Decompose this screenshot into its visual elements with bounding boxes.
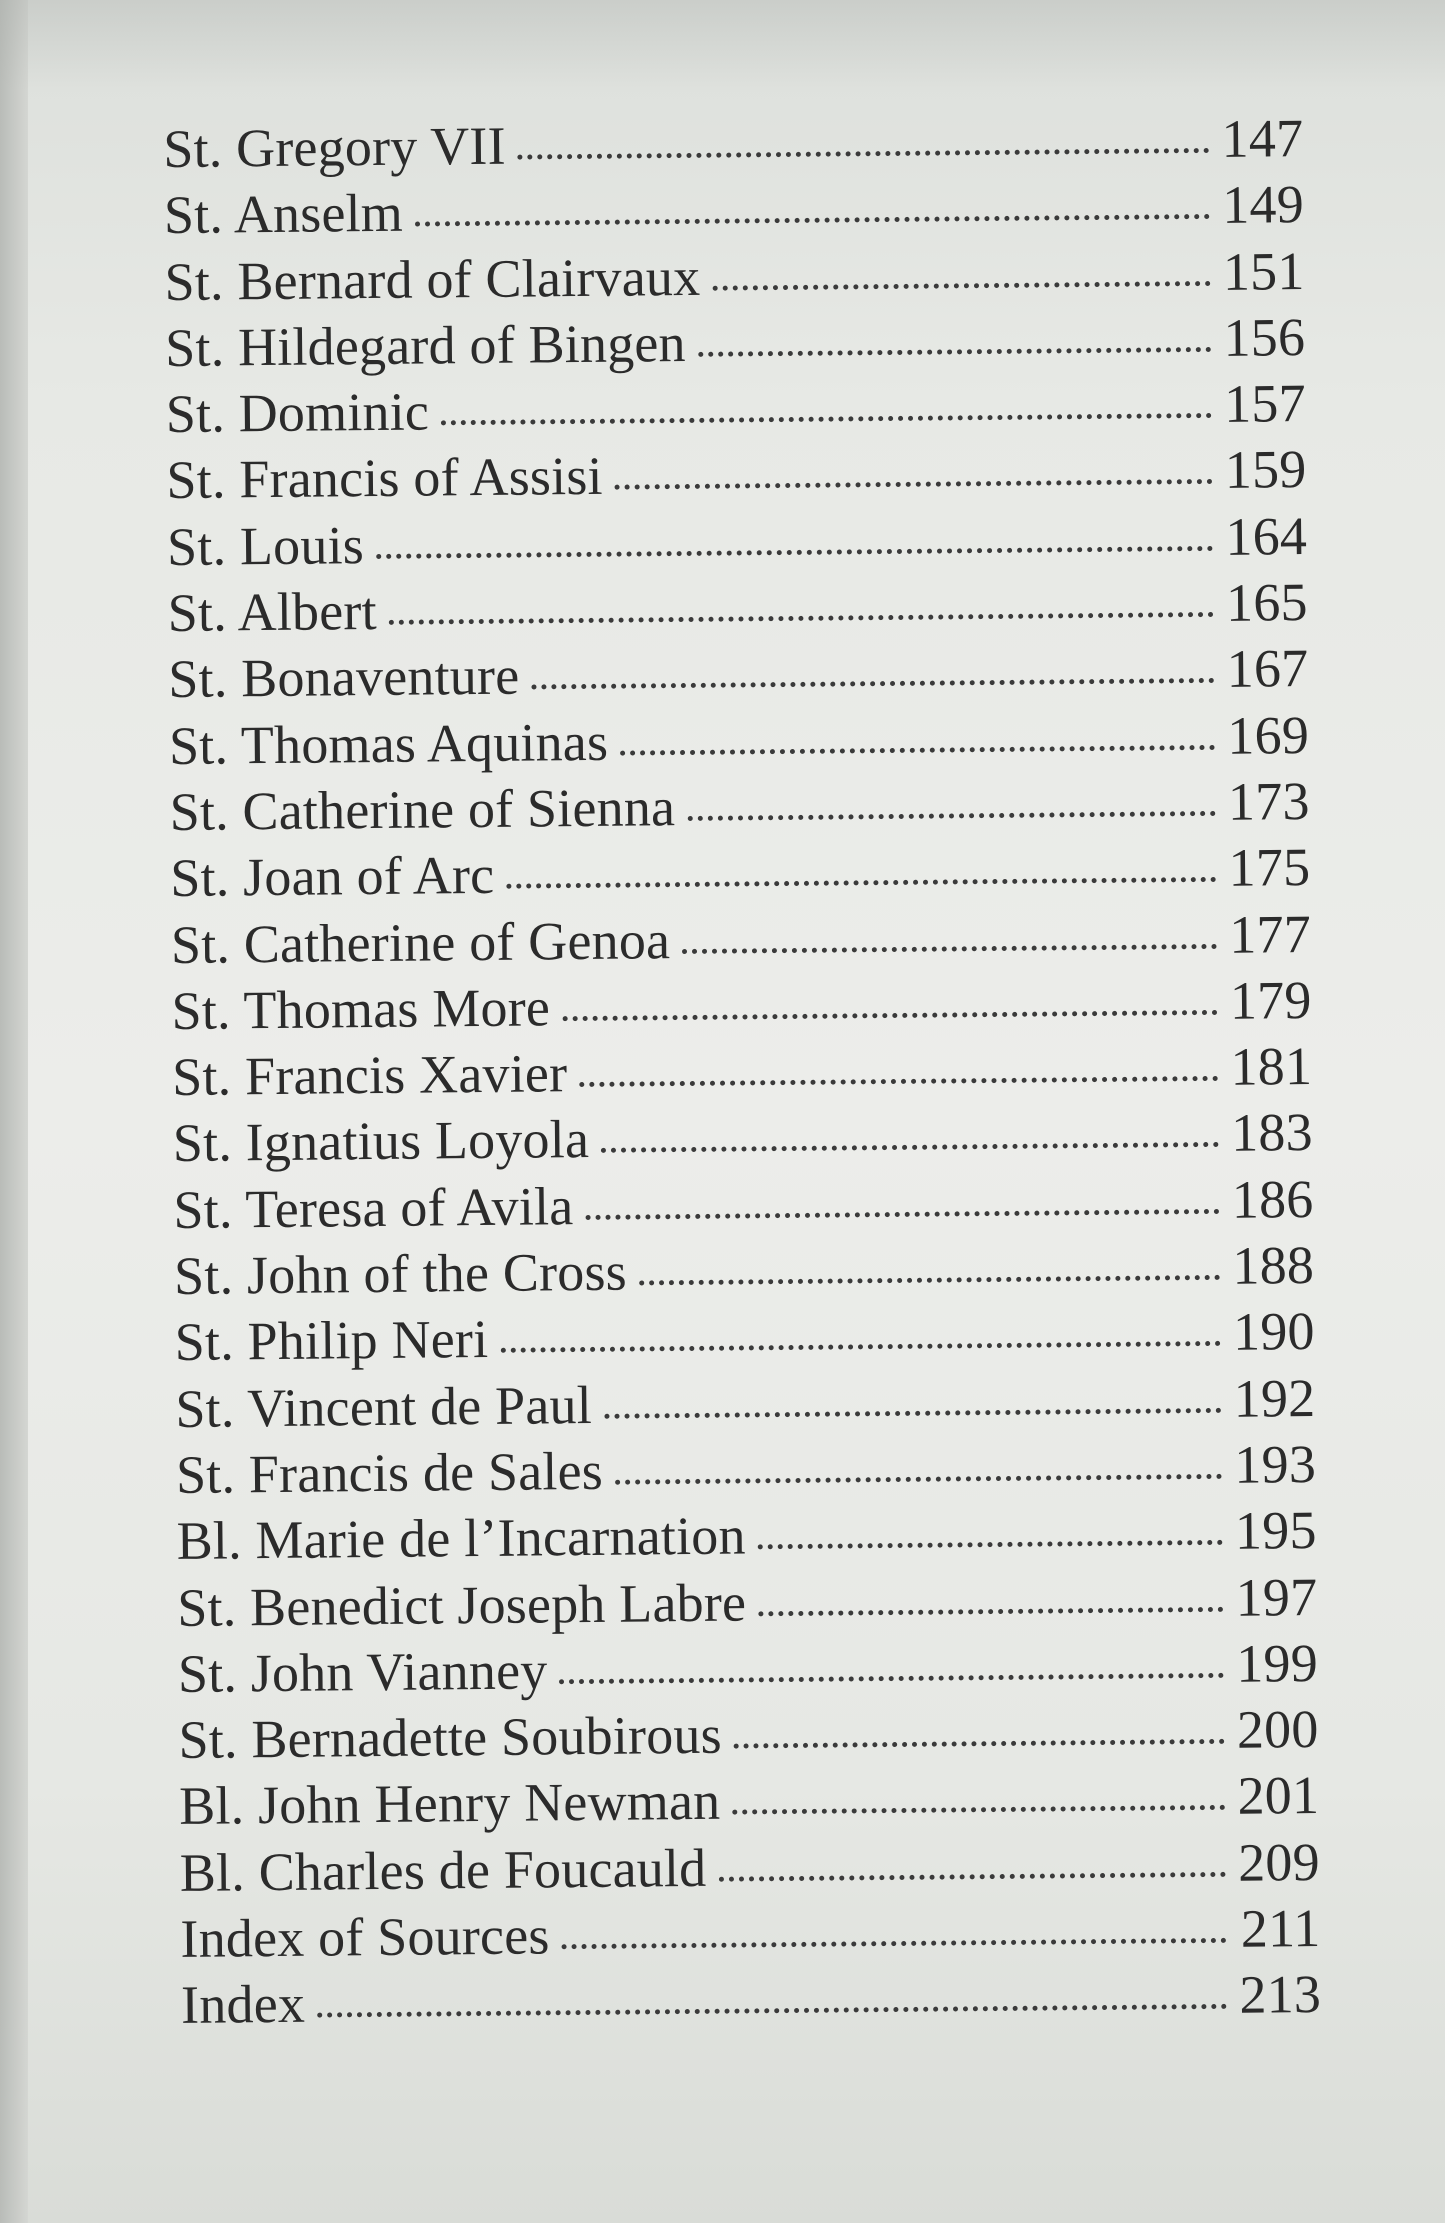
toc-entry [180,1831,1321,1908]
toc-entry-page: 157 [1223,373,1307,435]
toc-entry-title: St. Dominic [165,381,430,445]
toc-entry [172,1035,1313,1112]
toc-entry-page: 211 [1240,1897,1321,1959]
toc-entry-page: 159 [1224,439,1307,501]
toc-entry [180,1897,1321,1974]
toc-entry-page: 164 [1225,505,1308,567]
toc-entry-page: 209 [1237,1831,1321,1893]
toc-entry-title: Index of Sources [180,1905,550,1969]
toc-entry-page: 192 [1233,1367,1316,1429]
toc-entry-page: 201 [1237,1765,1320,1827]
toc-entry-page: 190 [1232,1301,1315,1363]
toc-entry [173,1168,1314,1245]
dot-leader [620,745,1215,756]
toc-entry-page: 181 [1230,1036,1313,1097]
toc-entry-title: St. Vincent de Paul [175,1374,593,1439]
toc-entry-title: Bl. John Henry Newman [178,1771,721,1837]
toc-entry [166,372,1307,449]
toc-entry-title: St. Catherine of Genoa [170,909,671,975]
dot-leader [376,546,1213,559]
toc-entry-title: St. Thomas More [171,977,551,1041]
toc-entry-title: St. Ignatius Loyola [172,1109,590,1174]
dot-leader [500,1341,1220,1353]
dot-leader [441,413,1212,425]
toc-entry-page: 183 [1230,1102,1314,1164]
toc-entry-title: St. Francis of Assisi [166,446,604,511]
toc-entry [169,770,1310,847]
toc-entry-page: 147 [1221,108,1304,169]
dot-leader [506,877,1216,889]
dot-leader [732,1805,1225,1815]
toc-entry [174,1300,1315,1377]
toc-entry-page: 173 [1227,770,1310,832]
dot-leader [639,1275,1220,1286]
dot-leader [718,1872,1226,1882]
dot-leader [531,678,1214,690]
toc-entry-title: St. Francis Xavier [171,1043,568,1108]
dot-leader [317,2004,1227,2018]
dot-leader [698,347,1211,357]
page-edge-shadow [0,0,28,2223]
toc-entry-title: St. Benedict Joseph Labre [177,1572,747,1638]
dot-leader [586,1209,1220,1220]
toc-entry-title: St. John of the Cross [173,1241,628,1306]
dot-leader [615,1474,1222,1485]
toc-entry [177,1566,1318,1643]
toc-entry [171,903,1312,980]
table-of-contents [163,107,1321,2040]
dot-leader [518,148,1210,160]
dot-leader [687,811,1216,821]
toc-entry-title: St. Philip Neri [174,1309,489,1373]
dot-leader [579,1076,1218,1087]
toc-entry-page: 200 [1236,1699,1319,1760]
toc-entry [173,1101,1314,1178]
toc-entry [176,1499,1317,1576]
toc-entry-title: St. Joan of Arc [170,845,495,909]
dot-leader [559,1673,1224,1684]
dot-leader [712,281,1210,291]
toc-entry-page: 213 [1239,1964,1322,2026]
toc-entry-page: 149 [1221,174,1305,236]
toc-entry-title: St. John Vianney [177,1640,548,1704]
toc-entry-page: 188 [1232,1235,1315,1296]
toc-entry-page: 199 [1235,1632,1319,1694]
toc-entry [179,1764,1320,1841]
toc-entry-page: 167 [1226,638,1309,700]
toc-entry [167,571,1308,648]
toc-entry [164,240,1305,317]
toc-entry-page: 175 [1228,837,1311,899]
dot-leader [415,214,1210,227]
toc-entry-title: St. Francis de Sales [175,1440,604,1505]
toc-entry [167,505,1308,582]
toc-entry-title: St. Bernadette Soubirous [178,1704,723,1771]
toc-entry [174,1234,1315,1311]
toc-entry-page: 193 [1234,1433,1317,1495]
toc-entry-title: St. Gregory VII [163,115,507,179]
toc-entry [169,704,1310,781]
toc-entry-page: 151 [1222,240,1305,302]
toc-entry-title: St. Hildegard of Bingen [164,312,687,378]
dot-leader [562,1010,1218,1021]
toc-entry-page: 165 [1225,572,1308,633]
dot-leader [601,1142,1219,1153]
toc-entry [176,1433,1317,1510]
toc-entry-page: 156 [1223,306,1306,368]
toc-entry-title: St. Anselm [163,182,404,246]
toc-entry [175,1367,1316,1444]
toc-entry-page: 179 [1229,969,1312,1031]
toc-entry [178,1698,1319,1775]
dot-leader [734,1739,1225,1749]
toc-entry-page: 186 [1231,1168,1314,1230]
toc-entry [166,439,1307,516]
toc-entry-title: Bl. Marie de l’Incarnation [176,1505,746,1572]
toc-entry [164,173,1305,250]
toc-entry [165,306,1306,383]
toc-entry [163,107,1304,184]
toc-entry-title: St. Louis [166,514,365,577]
toc-entry-title: Bl. Charles de Foucauld [179,1837,707,1903]
toc-entry-title: St. Albert [167,581,378,644]
dot-leader [758,1606,1223,1615]
dot-leader [682,943,1217,953]
toc-entry-title: Index [180,1974,306,2036]
toc-entry-title: St. Thomas Aquinas [168,711,609,776]
toc-entry-title: St. Catherine of Sienna [169,777,676,842]
toc-entry [170,836,1311,913]
toc-entry [171,969,1312,1046]
toc-entry-title: St. Teresa of Avila [173,1175,574,1240]
dot-leader [389,612,1214,625]
toc-entry-page: 195 [1234,1500,1317,1562]
dot-leader [562,1938,1227,1949]
toc-entry-page: 169 [1227,704,1310,766]
dot-leader [604,1408,1221,1419]
toc-entry-page: 177 [1228,903,1312,965]
dot-leader [615,479,1213,490]
toc-entry-page: 197 [1235,1566,1318,1628]
toc-entry [178,1632,1319,1709]
toc-entry [168,637,1309,714]
toc-entry-title: St. Bernard of Clairvaux [164,246,701,312]
dot-leader [758,1540,1223,1549]
toc-entry-title: St. Bonaventure [168,645,520,710]
page-top-shadow [0,0,1445,90]
toc-entry [181,1963,1322,2040]
